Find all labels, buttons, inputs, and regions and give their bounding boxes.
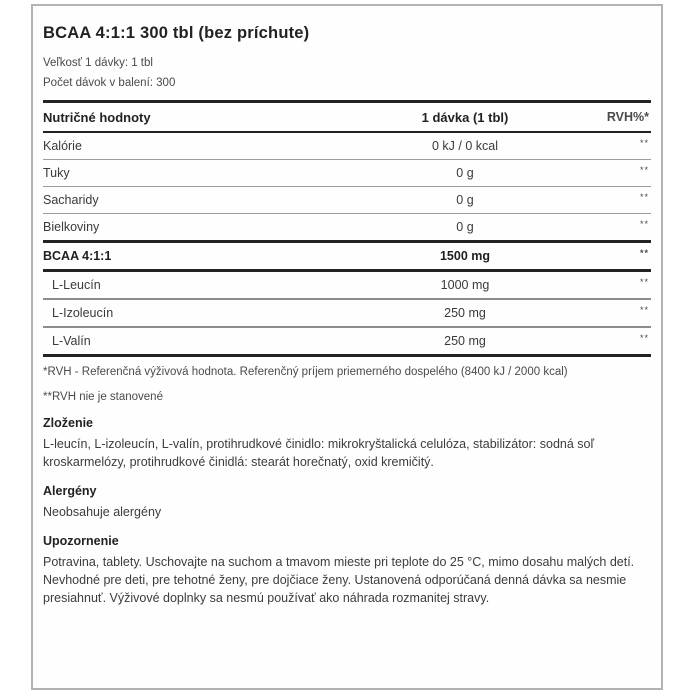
nutrient-value: 250 mg [444, 306, 486, 320]
header-nutrition-values: Nutričné hodnoty [43, 109, 151, 125]
section-text-allergens: Neobsahuje alergény [43, 504, 162, 519]
nutrient-rvh: ** [639, 165, 649, 175]
table-row [43, 214, 651, 240]
nutrient-value: 1500 mg [439, 249, 491, 263]
header-rvh-column: RVH%* [606, 110, 649, 124]
section-text-ingredients: L-leucín, L-izoleucín, L-valín, protihrudkové činidlo: mikrokryštalická celulóza, stabilizátor: sodná soľ kroskarmelózy, protihrudkové činidlá: stearát horečnatý, oxid kremičitý. [43, 436, 595, 469]
nutrient-rvh: ** [639, 277, 649, 287]
nutrient-name: L-Leucín [52, 278, 101, 292]
nutrient-value: 250 mg [444, 334, 486, 348]
servings-per-pack-line: Počet dávok v balení: 300 [43, 77, 176, 89]
section-allergens [43, 484, 651, 521]
nutrient-value: 0 g [456, 166, 474, 180]
section-warning [43, 534, 651, 607]
nutrient-name: Tuky [43, 166, 70, 180]
header-serving-column: 1 dávka (1 tbl) [421, 109, 509, 125]
table-row [43, 160, 651, 187]
section-heading-ingredients: Zloženie [43, 415, 94, 430]
product-title: BCAA 4:1:1 300 tbl (bez príchute) [43, 24, 310, 42]
table-row [43, 272, 651, 300]
nutrient-name: BCAA 4:1:1 [43, 249, 112, 263]
nutrient-name: Bielkoviny [43, 220, 100, 234]
section-heading-allergens: Alergény [43, 483, 97, 498]
table-row [43, 133, 651, 160]
nutrition-table [43, 100, 651, 357]
table-row [43, 187, 651, 214]
nutrient-rvh: ** [639, 333, 649, 343]
nutrient-value: 0 g [456, 193, 474, 207]
table-row [43, 300, 651, 328]
nutrient-rvh: ** [639, 219, 649, 229]
nutrient-name: L-Valín [52, 334, 91, 348]
section-text-warning: Potravina, tablety. Uschovajte na suchom a tmavom mieste pri teplote do 25 °C, mimo dosahu malých detí. Nevhodné pre deti, pre tehotné ženy, pre dojčiace ženy. Ustanovená odporúčaná denná dávka sa nesmie presiahnuť. Výživové doplnky sa nesmú používať ako náhrada rozmanitej stravy. [43, 555, 635, 606]
nutrient-rvh: ** [639, 138, 649, 148]
nutrient-rvh: ** [639, 248, 649, 258]
table-row-bcaa-total [43, 240, 651, 272]
section-ingredients [43, 416, 651, 471]
section-heading-warning: Upozornenie [43, 534, 119, 549]
nutrient-value: 0 kJ / 0 kcal [432, 139, 498, 153]
footnote-rvh-not-set: **RVH nie je stanovené [43, 390, 163, 403]
nutrient-rvh: ** [639, 192, 649, 202]
table-header-row [43, 100, 651, 133]
nutrient-value: 1000 mg [440, 278, 490, 292]
nutrient-value: 0 g [456, 220, 474, 234]
nutrient-name: Sacharidy [43, 193, 99, 207]
serving-size-line: Veľkosť 1 dávky: 1 tbl [43, 57, 153, 69]
nutrient-name: Kalórie [43, 139, 82, 153]
nutrient-name: L-Izoleucín [52, 306, 114, 320]
nutrient-rvh: ** [639, 305, 649, 315]
footnote-rvh-definition: *RVH - Referenčná výživová hodnota. Referenčný príjem priemerného dospelého (8400 kJ / 2000 kcal) [43, 366, 568, 378]
nutrition-label-panel [31, 4, 663, 690]
table-row [43, 328, 651, 357]
